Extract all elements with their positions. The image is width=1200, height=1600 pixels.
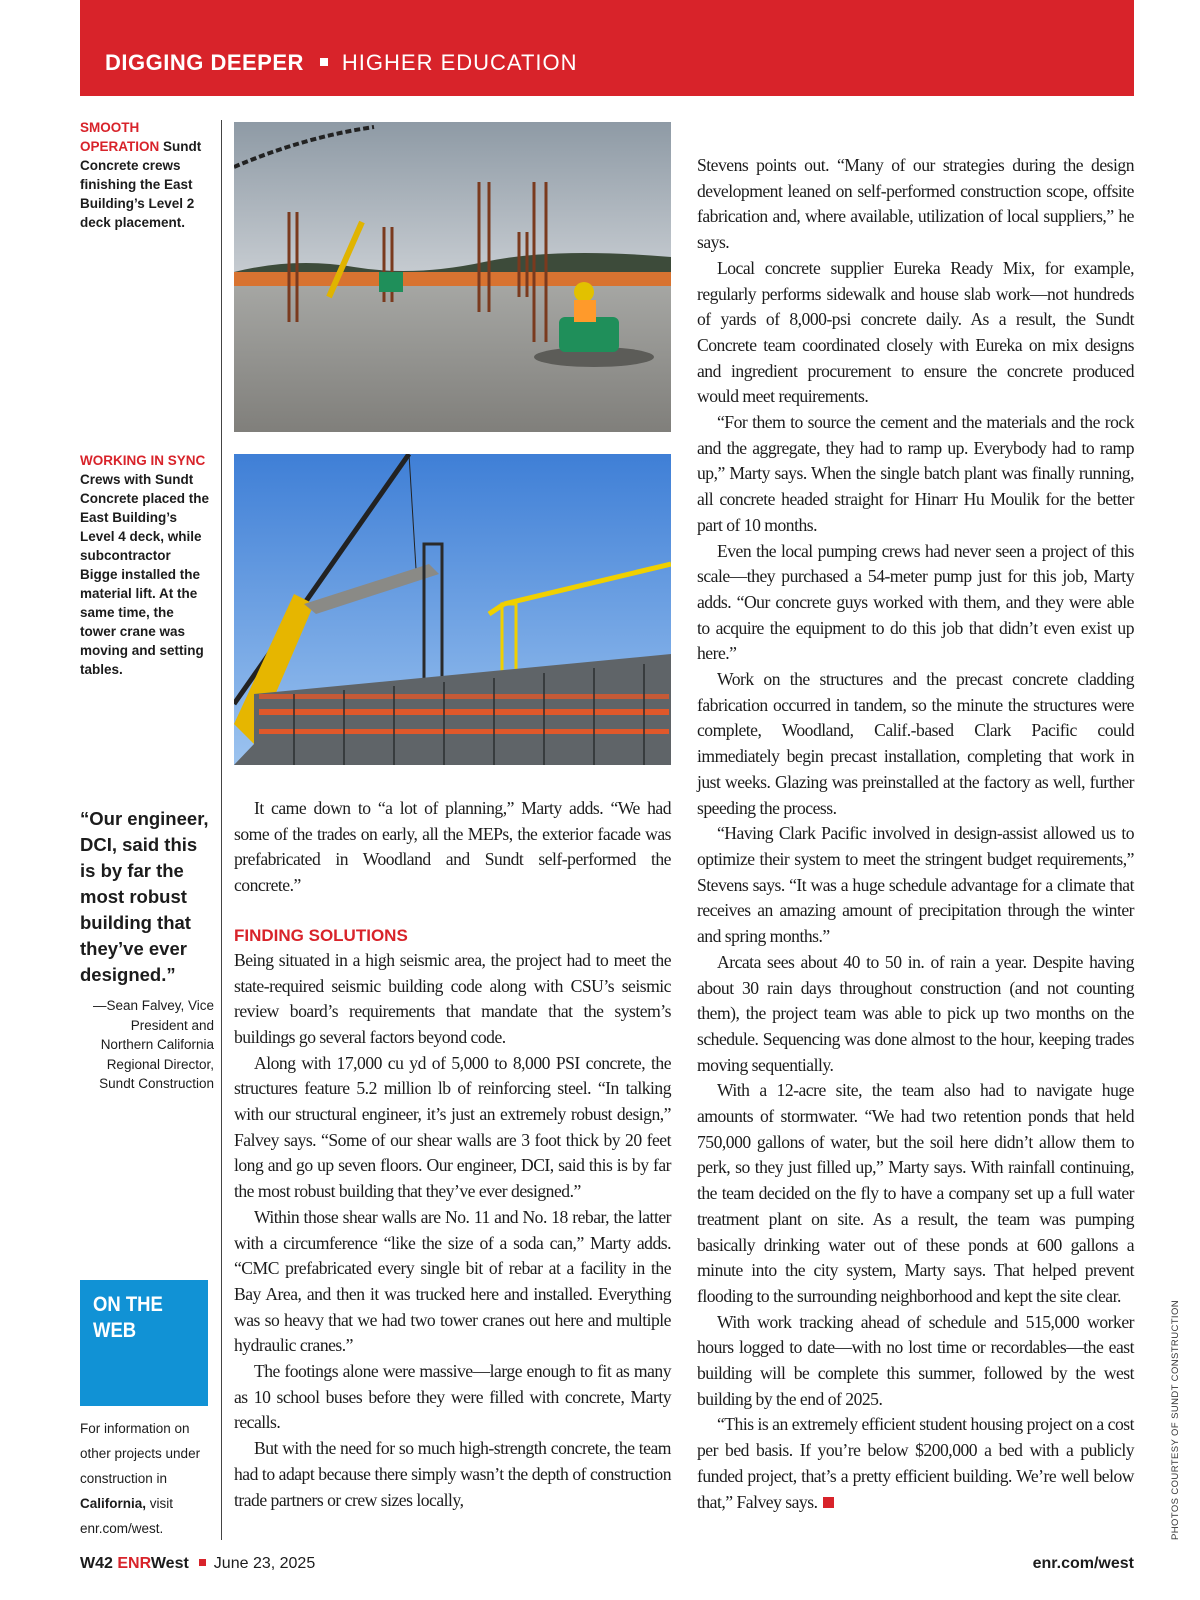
paragraph: Within those shear walls are No. 11 and No. 18 rebar, the latter with a circumference “like the size of a soda can,” Marty adds. “CMC prefabricated every single bit of rebar at a facility in the Bay Area, and then it was trucked here and installed. Everything was so heavy that we had two tower cranes out here and multiple hydraulic cranes.” [234,1206,671,1356]
article-column-1 [234,796,671,1513]
paragraph: With a 12-acre site, the team also had to navigate huge amounts of stormwater. “We had two retention ponds that held 750,000 gallons of water, but the soil here didn’t allow them to perk, so they just filled up,” Marty says. With rainfall continuing, the team decided on the fly to have a company set up a full water treatment plant on site. As a result, the team was pumping basically drinking water out of these ponds at 600 gallons a minute into the city system, Marty says. That helped prevent flooding to the surrounding neighborhood and kept the site clear. [697,1080,1134,1306]
subsection-title: HIGHER EDUCATION [341,50,578,75]
footer-square-icon [199,1559,206,1566]
end-mark-icon [823,1497,834,1508]
photo-deck-finishing [234,122,671,432]
header-text [105,50,578,76]
photo-credit: PHOTOS COURTESY OF SUNDT CONSTRUCTION [1170,1299,1181,1540]
paragraph: But with the need for so much high-strength concrete, the team had to adapt because there simply wasn’t the depth of construction trade partners or crew sizes locally, [234,1438,671,1510]
paragraph: Being situated in a high seismic area, the project had to meet the state-required seismic building code along with CSU’s seismic review board’s requirements that mandate that the system’s buildings go several factors beyond code. [234,949,671,1047]
caption-kicker: WORKING IN SYNC [80,453,206,468]
crane-photo-illustration [234,454,671,765]
header-square-icon [320,58,328,66]
page-number: W42 [80,1555,113,1572]
paragraph: Stevens points out. “Many of our strategies during the design development leaned on self-performed construction scope, offsite fabrication and, where available, utilization of local suppliers,” he says. [697,155,1134,253]
pull-quote-attribution: —Sean Falvey, Vice President and Northern California Regional Director, Sundt Construction [92,998,214,1091]
header-band [80,0,1134,96]
pull-quote-text: “Our engineer, DCI, said this is by far the most robust building that they’ve ever designed.” [80,808,209,985]
paragraph: With work tracking ahead of schedule and 515,000 worker hours logged to date—with no lost time or recordables—the east building will be complete this summer, followed by the west building by the end of 2025. [697,1311,1134,1409]
column-rule [221,120,222,1540]
caption-kicker: SMOOTH OPERATION [80,120,160,154]
paragraph: Work on the structures and the precast concrete cladding fabrication occurred in tandem, so the minute the structures were complete, Woodland, Calif.-based Clark Pacific could immediately begin precast installation, completing that work in just weeks. Glazing was preinstalled at the factory as well, further speeding the process. [697,669,1134,818]
paragraph: Along with 17,000 cu yd of 5,000 to 8,000 PSI concrete, the structures feature 5.2 million lb of reinforcing steel. “In talking with our structural engineer, it’s just an extremely robust design,” Falvey says. “Some of our shear walls are 3 foot thick by 20 feet long and go up seven floors. Our engineer, DCI, said this is by far the most robust building that they’ve ever designed.” [234,1052,671,1202]
pull-quote [80,806,214,1094]
deck-photo-illustration [234,122,671,432]
caption-photo-2 [80,451,210,679]
paragraph: The footings alone were massive—large enough to fit as many as 10 school buses before they were filled with concrete, Marty recalls. [234,1361,671,1433]
brand-enr: ENR [117,1555,151,1572]
caption-text: Sundt Concrete crews finishing the East Building’s Level 2 deck placement. [80,139,202,230]
footer-folio [80,1555,315,1573]
paragraph: “For them to source the cement and the materials and the rock and the aggregate, they had to ramp up. Everybody had to ramp up,” Marty says. When the single batch plant was finally running, all concrete headed straight for Hinarr Hu Moulik for the better part of 10 months. [697,412,1134,535]
paragraph: Local concrete supplier Eureka Ready Mix, for example, regularly performs sidewalk and house slab work—not hundreds of yards of 8,000-psi concrete daily. As a result, the Sundt Concrete team coordinated closely with Eureka on mix designs and ingredient procurement to ensure the concrete produced would meet requirements. [697,257,1134,407]
on-the-web-box [80,1280,208,1406]
section-title: DIGGING DEEPER [105,50,304,75]
subhead-finding-solutions: FINDING SOLUTIONS [234,925,408,945]
issue-date: June 23, 2025 [213,1555,316,1572]
caption-photo-1 [80,118,210,232]
closing-text: “This is an extremely efficient student housing project on a cost per bed basis. If you’re below $200,000 a bed with a publicly funded project, that’s a pretty efficient building. We’re well below that,” Falvey says. [697,1414,1134,1512]
footer-url[interactable]: enr.com/west [1032,1555,1134,1572]
on-the-web-title: ON THE WEB [93,1293,163,1342]
paragraph: “Having Clark Pacific involved in design-assist allowed us to optimize their system to meet the stringent budget requirements,” Stevens says. “It was a huge schedule advantage for a climate that receives an amazing amount of precipitation through the winter and spring months.” [697,823,1134,947]
paragraph: Even the local pumping crews had never seen a project of this scale—they purchased a 54-meter pump just for this job, Marty adds. “Our concrete guys worked with them, and they were able to acquire the equipment to do this job that didn’t even exist up here.” [697,540,1134,664]
caption-text: Crews with Sundt Concrete placed the East Building’s Level 4 deck, while subcontractor Bigge installed the material lift. At the same time, the tower crane was moving and setting tables. [80,472,210,677]
paragraph: Arcata sees about 40 to 50 in. of rain a year. Despite having about 30 rain days throughout construction (and not counting them), the project team was able to pick up two months on the schedule. Sequencing was done almost to the hour, keeping trades moving sequentially. [697,951,1134,1075]
paragraph: It came down to “a lot of planning,” Marty adds. “We had some of the trades on early, all the MEPs, the exterior facade was prefabricated in Woodland and Sundt self-performed the concrete.” [234,798,671,896]
article-column-2 [697,153,1134,1515]
paragraph-last [697,1412,1134,1515]
web-text-after[interactable]: visit enr.com/west. [80,1496,174,1536]
brand-west: West [150,1555,189,1572]
web-text-before: For information on other projects under construction in [80,1421,201,1486]
on-the-web-text [80,1416,210,1541]
photo-cranes [234,454,671,765]
web-text-bold: California, [80,1496,147,1511]
